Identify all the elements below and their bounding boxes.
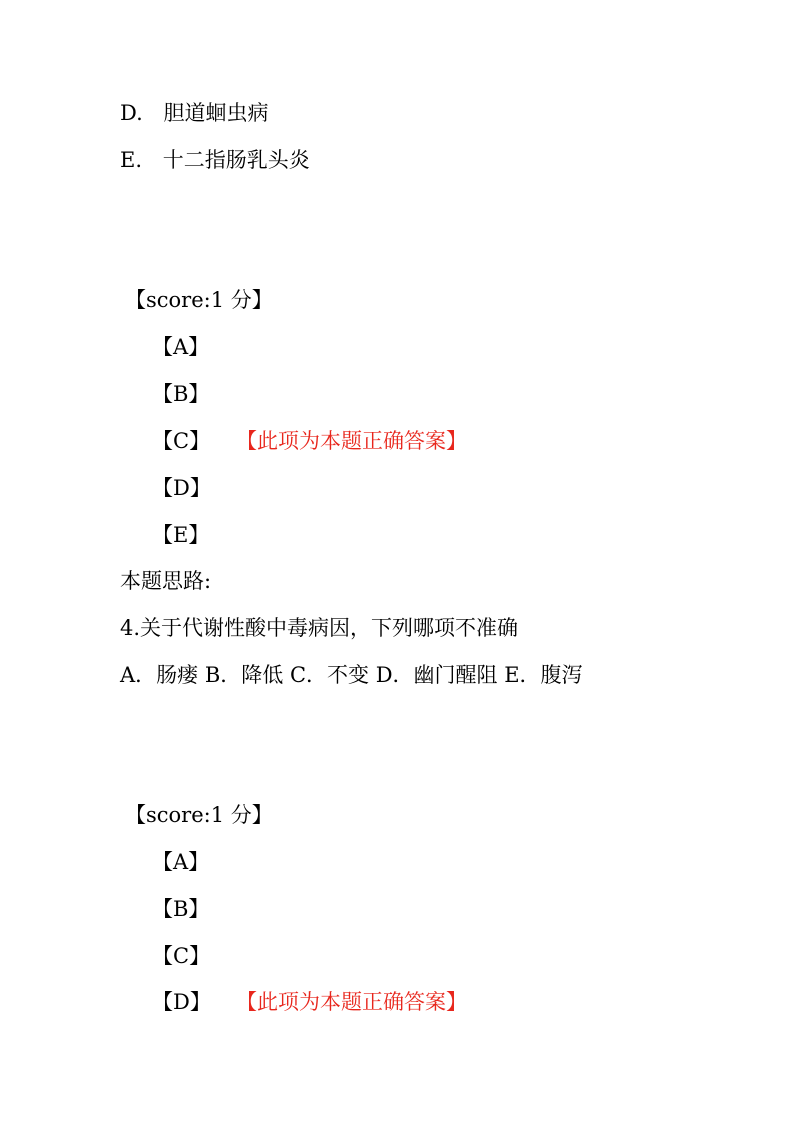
choice-a-2: 【A】 xyxy=(152,850,210,874)
option-e xyxy=(120,146,310,174)
option-e-text: 十二指肠乳头炎 xyxy=(162,148,310,172)
choice-c-1: 【C】 xyxy=(152,429,211,453)
score-label-1: 【score:1 分】 xyxy=(125,288,273,312)
choice-b-2: 【B】 xyxy=(152,897,210,921)
correct-answer-marker-2: 【此项为本题正确答案】 xyxy=(236,990,467,1014)
score-label-2: 【score:1 分】 xyxy=(125,803,273,827)
choice-e-1: 【E】 xyxy=(152,523,210,547)
option-d-letter: D. xyxy=(120,101,143,125)
option-d-text: 胆道蛔虫病 xyxy=(163,101,269,125)
question-4-options: A．肠瘘 B．降低 C．不变 D．幽门醒阻 E．腹泻 xyxy=(120,663,583,687)
question-4-stem: 4.关于代谢性酸中毒病因，下列哪项不准确 xyxy=(120,616,519,640)
option-d xyxy=(120,99,268,127)
choice-a-1: 【A】 xyxy=(152,335,210,359)
reasoning-label: 本题思路: xyxy=(120,569,212,593)
option-e-letter: E. xyxy=(120,148,143,172)
correct-answer-marker-1: 【此项为本题正确答案】 xyxy=(236,429,467,453)
choice-d-1: 【D】 xyxy=(152,476,211,500)
choice-c-2: 【C】 xyxy=(152,944,211,968)
choice-d-2: 【D】 xyxy=(152,990,211,1014)
choice-b-1: 【B】 xyxy=(152,382,210,406)
